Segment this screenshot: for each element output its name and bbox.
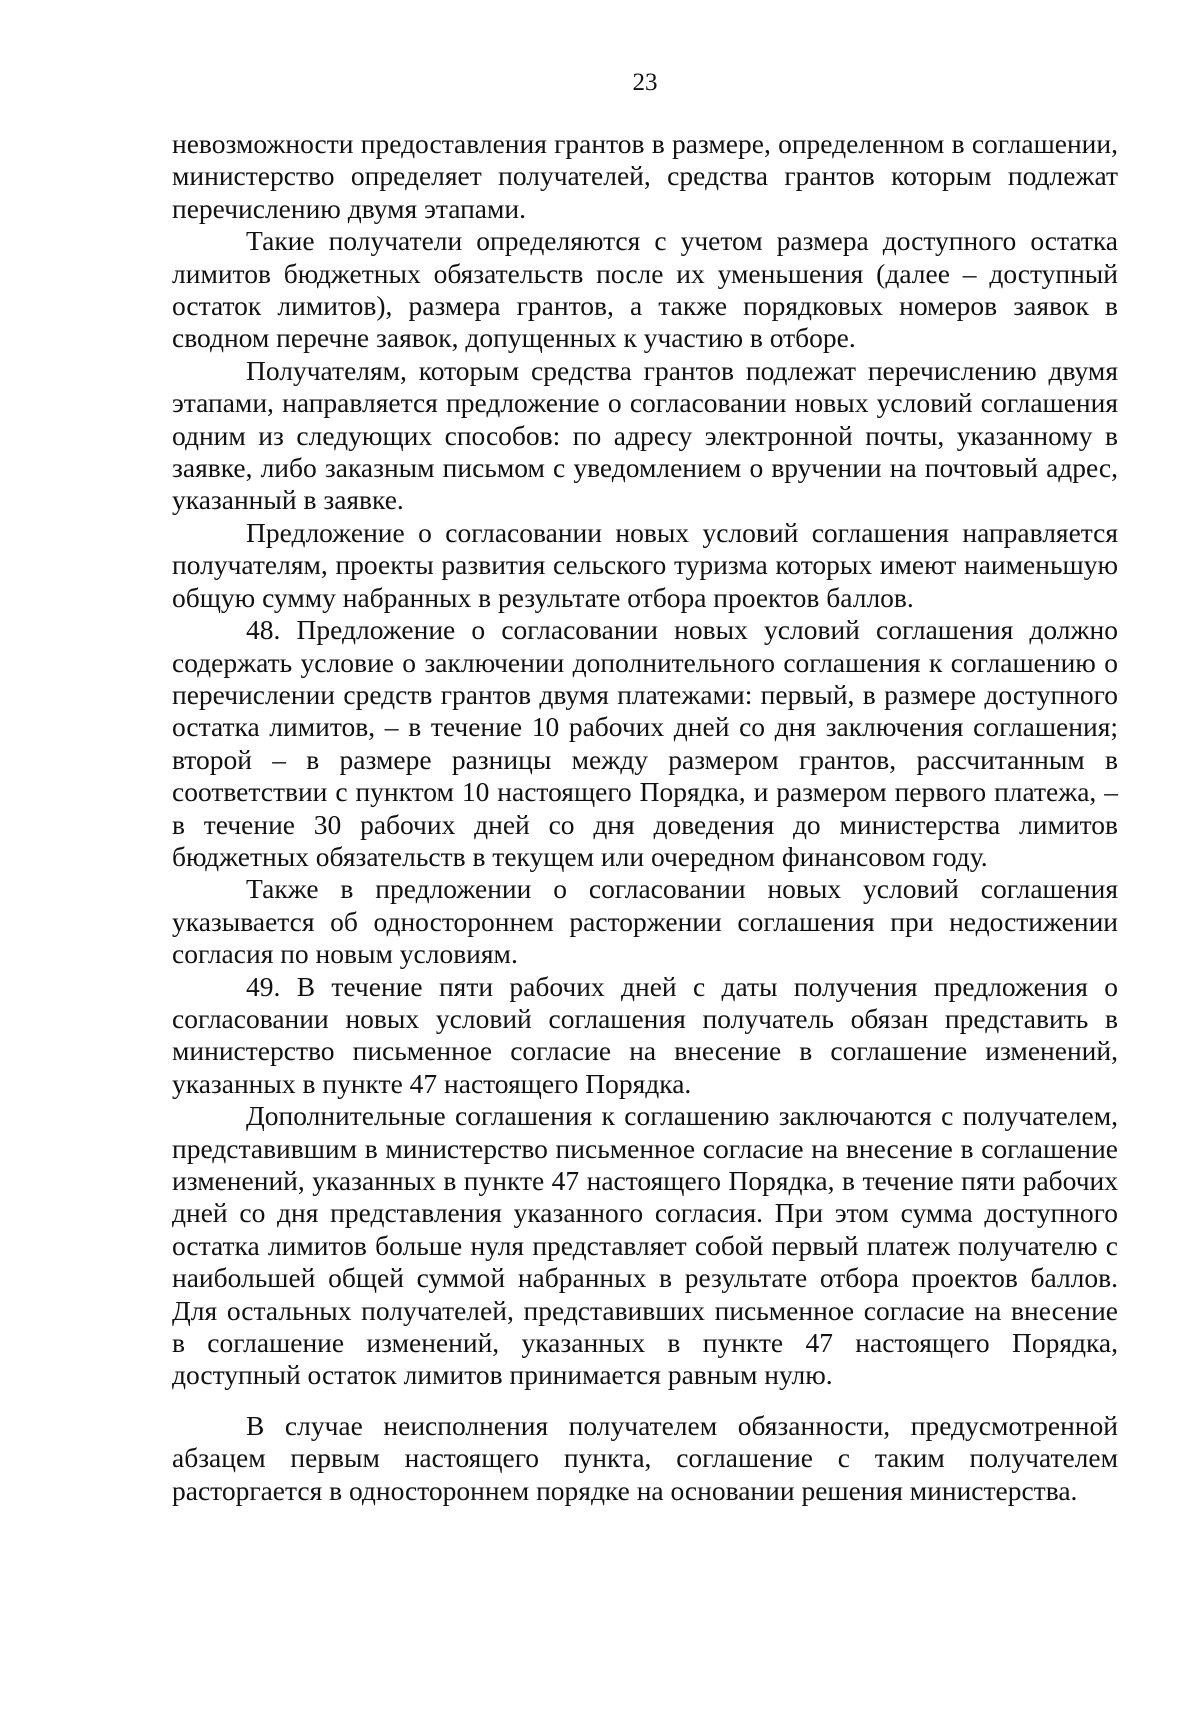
paragraph-proposal-sending: Получателям, которым средства грантов подлежат перечислению двумя этапами, направляется предложение о согласовании новых условий соглашения одним из следующих способов: по адресу электронной почты, указанному в заявке, либо заказным письмом с уведомлением о вручении на почтовый адрес, указанный в заявке. — [172, 354, 1118, 516]
page-number: 23 — [632, 69, 658, 96]
document-body — [172, 128, 1118, 1507]
paragraph-recipients-determination: Такие получатели определяются с учетом размера доступного остатка лимитов бюджетных обязательств после их уменьшения (далее – доступный остаток лимитов), размера грантов, а также порядковых номеров заявок в сводном перечне заявок, допущенных к участию в отборе. — [172, 225, 1118, 354]
paragraph-termination-notice: Также в предложении о согласовании новых условий соглашения указывается об одностороннем расторжении соглашения при недостижении согласия по новым условиям. — [172, 873, 1118, 970]
paragraph-non-fulfillment: В случае неисполнения получателем обязанности, предусмотренной абзацем первым настоящего пункта, соглашение с таким получателем расторгается в одностороннем порядке на основании решения министерства. — [172, 1409, 1118, 1506]
paragraph-item-48: 48. Предложение о согласовании новых условий соглашения должно содержать условие о заключении дополнительного соглашения к соглашению о перечислении средств грантов двумя платежами: первый, в размере доступного остатка лимитов, – в течение 10 рабочих дней со дня заключения соглашения; второй – в размере разницы между размером грантов, рассчитанным в соответствии с пунктом 10 настоящего Порядка, и размером первого платежа, – в течение 30 рабочих дней со дня доведения до министерства лимитов бюджетных обязательств в текущем или очередном финансовом году. — [172, 614, 1118, 872]
paragraph-continuation: невозможности предоставления грантов в размере, определенном в соглашении, министерство определяет получателей, средства грантов которым подлежат перечислению двумя этапами. — [172, 128, 1118, 224]
paragraph-proposal-recipients: Предложение о согласовании новых условий соглашения направляется получателям, проекты развития сельского туризма которых имеют наименьшую общую сумму набранных в результате отбора проектов баллов. — [172, 516, 1118, 613]
paragraph-item-49: 49. В течение пяти рабочих дней с даты получения предложения о согласовании новых условий соглашения получатель обязан представить в министерство письменное согласие на внесение в соглашение изменений, указанных в пункте 47 настоящего Порядка. — [172, 970, 1118, 1099]
paragraph-additional-agreements: Дополнительные соглашения к соглашению заключаются с получателем, представившим в министерство письменное согласие на внесение в соглашение изменений, указанных в пункте 47 настоящего Порядка, в течение пяти рабочих дней со дня представления указанного согласия. При этом сумма доступного остатка лимитов больше нуля представляет собой первый платеж получателю с наибольшей общей суммой набранных в результате отбора проектов баллов. Для остальных получателей, представивших письменное согласие на внесение в соглашение изменений, указанных в пункте 47 настоящего Порядка, доступный остаток лимитов принимается равным нулю. — [172, 1100, 1118, 1391]
